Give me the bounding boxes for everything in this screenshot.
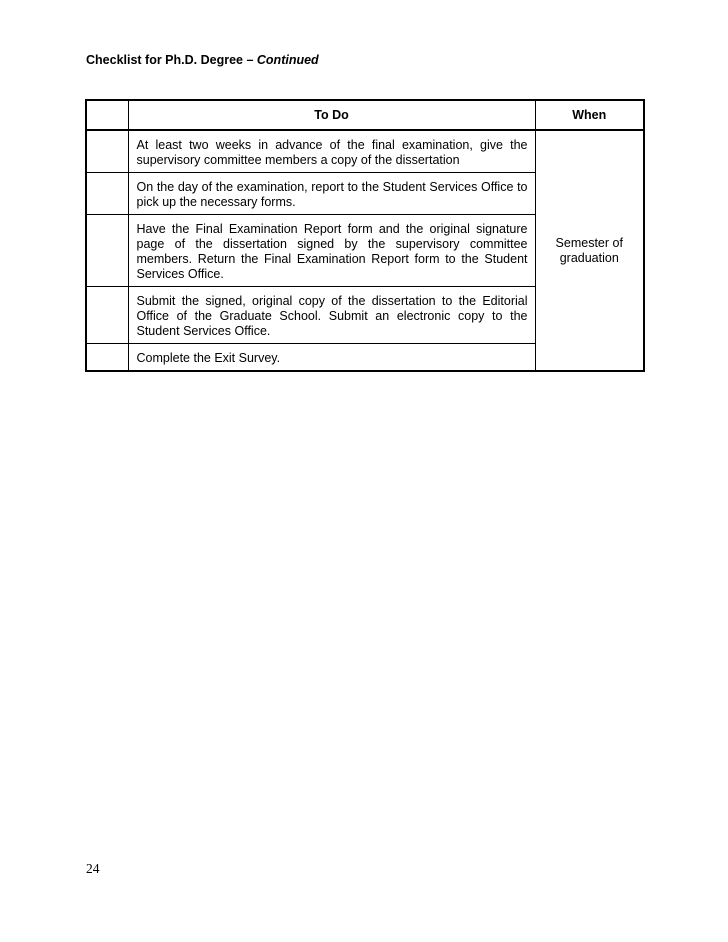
table-header-row <box>86 100 644 130</box>
when-cell: Semester of graduation <box>535 130 644 371</box>
task-cell: On the day of the examination, report to the Student Services Office to pick up the necessary forms. <box>128 173 535 215</box>
check-cell[interactable] <box>86 287 128 344</box>
table-row <box>86 130 644 173</box>
task-cell: Submit the signed, original copy of the dissertation to the Editorial Office of the Graduate School. Submit an electronic copy to the Student Services Office. <box>128 287 535 344</box>
check-cell[interactable] <box>86 173 128 215</box>
task-cell: Have the Final Examination Report form and the original signature page of the dissertation signed by the supervisory committee members. Return the Final Examination Report form to the Student Services Office. <box>128 215 535 287</box>
check-cell[interactable] <box>86 215 128 287</box>
column-header-check <box>86 100 128 130</box>
checklist-table <box>85 99 645 372</box>
column-header-when: When <box>535 100 644 130</box>
column-header-todo: To Do <box>128 100 535 130</box>
check-cell[interactable] <box>86 130 128 173</box>
page-heading <box>86 53 319 67</box>
check-cell[interactable] <box>86 344 128 372</box>
task-cell: Complete the Exit Survey. <box>128 344 535 372</box>
page-number: 24 <box>86 861 100 876</box>
task-cell: At least two weeks in advance of the final examination, give the supervisory committee members a copy of the dissertation <box>128 130 535 173</box>
heading-title: Checklist for Ph.D. Degree – <box>86 53 257 67</box>
heading-continued: Continued <box>256 53 319 67</box>
